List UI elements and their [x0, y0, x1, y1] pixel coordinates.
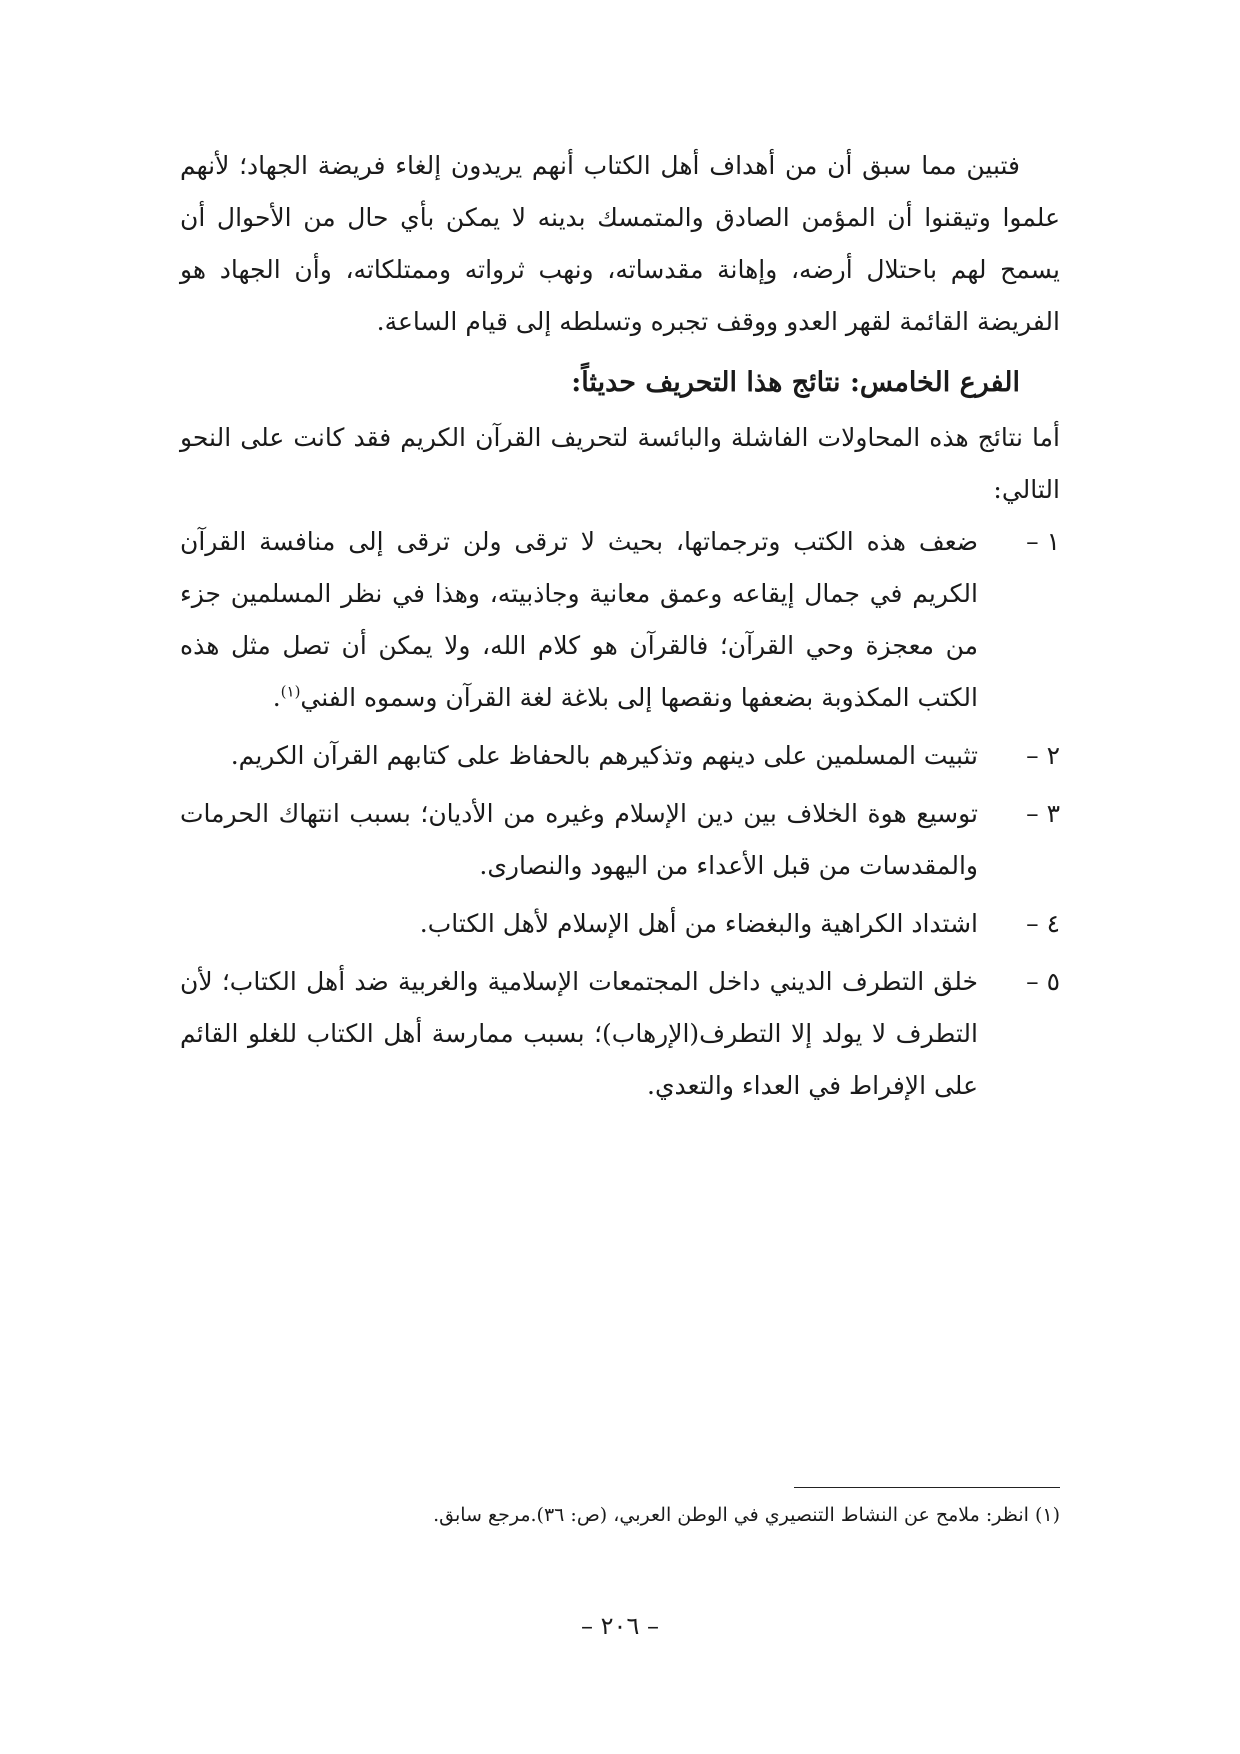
section-heading: الفرع الخامس: نتائج هذا التحريف حديثاً: — [571, 367, 1020, 398]
list-item-text: خلق التطرف الديني داخل المجتمعات الإسلامية والغربية ضد أهل الكتاب؛ لأن التطرف لا يولد إلا التطرف(الإرهاب)؛ بسبب ممارسة أهل الكتاب للغلو القائم على الإفراط في العداء والتعدي. — [180, 967, 978, 1100]
list-item-text: ضعف هذه الكتب وترجماتها، بحيث لا ترقى ولن ترقى إلى منافسة القرآن الكريم في جمال إيقاعه وعمق معانية وجاذبيته، وهذا في نظر المسلمين جزء من معجزة وحي القرآن؛ فالقرآن هو كلام الله، ولا يمكن أن تصل مثل هذه الكتب المكذوبة بضعفها ونقصها إلى بلاغة لغة القرآن وسموه الفني — [180, 527, 978, 712]
main-text — [180, 140, 1060, 1118]
footnote: (١) انظر: ملامح عن النشاط التنصيري في الوطن العربي، (ص: ٣٦).مرجع سابق. — [433, 1504, 1060, 1526]
list-item — [180, 898, 1060, 950]
list-item — [180, 956, 1060, 1112]
opening-paragraph: فتبين مما سبق أن من أهداف أهل الكتاب أنهم يريدون إلغاء فريضة الجهاد؛ لأنهم علموا وتيقنوا أن المؤمن الصادق والمتمسك بدينه لا يمكن بأي حال من الأحوال أن يسمح لهم باحتلال أرضه، وإهانة مقدساته، ونهب ثرواته وممتلكاته، وأن الجهاد هو الفريضة القائمة لقهر العدو ووقف تجبره وتسلطه إلى قيام الساعة. — [180, 151, 1060, 336]
list-item-number: ٣ – — [1026, 799, 1060, 828]
page-number: – ٢٠٦ – — [581, 1612, 659, 1640]
list-item-number: ٤ – — [1026, 909, 1060, 938]
intro-sentence: أما نتائج هذه المحاولات الفاشلة والبائسة لتحريف القرآن الكريم فقد كانت على النحو التالي: — [180, 423, 1060, 504]
list-item-text: تثبيت المسلمين على دينهم وتذكيرهم بالحفاظ على كتابهم القرآن الكريم. — [230, 741, 978, 770]
list-item — [180, 788, 1060, 892]
list-item — [180, 516, 1060, 724]
list-item-number: ٥ – — [1026, 967, 1060, 996]
footnote-reference[interactable]: (١) — [280, 682, 301, 701]
list-item — [180, 730, 1060, 782]
list-item-text: توسيع هوة الخلاف بين دين الإسلام وغيره من الأديان؛ بسبب انتهاك الحرمات والمقدسات من قبل الأعداء من اليهود والنصارى. — [180, 799, 978, 880]
list-item-number: ١ – — [1026, 527, 1060, 556]
list-item-tail: . — [272, 683, 281, 712]
results-list — [180, 516, 1060, 1112]
footnote-divider — [794, 1487, 1060, 1488]
list-item-text: اشتداد الكراهية والبغضاء من أهل الإسلام لأهل الكتاب. — [419, 909, 978, 938]
list-item-number: ٢ – — [1026, 741, 1060, 770]
